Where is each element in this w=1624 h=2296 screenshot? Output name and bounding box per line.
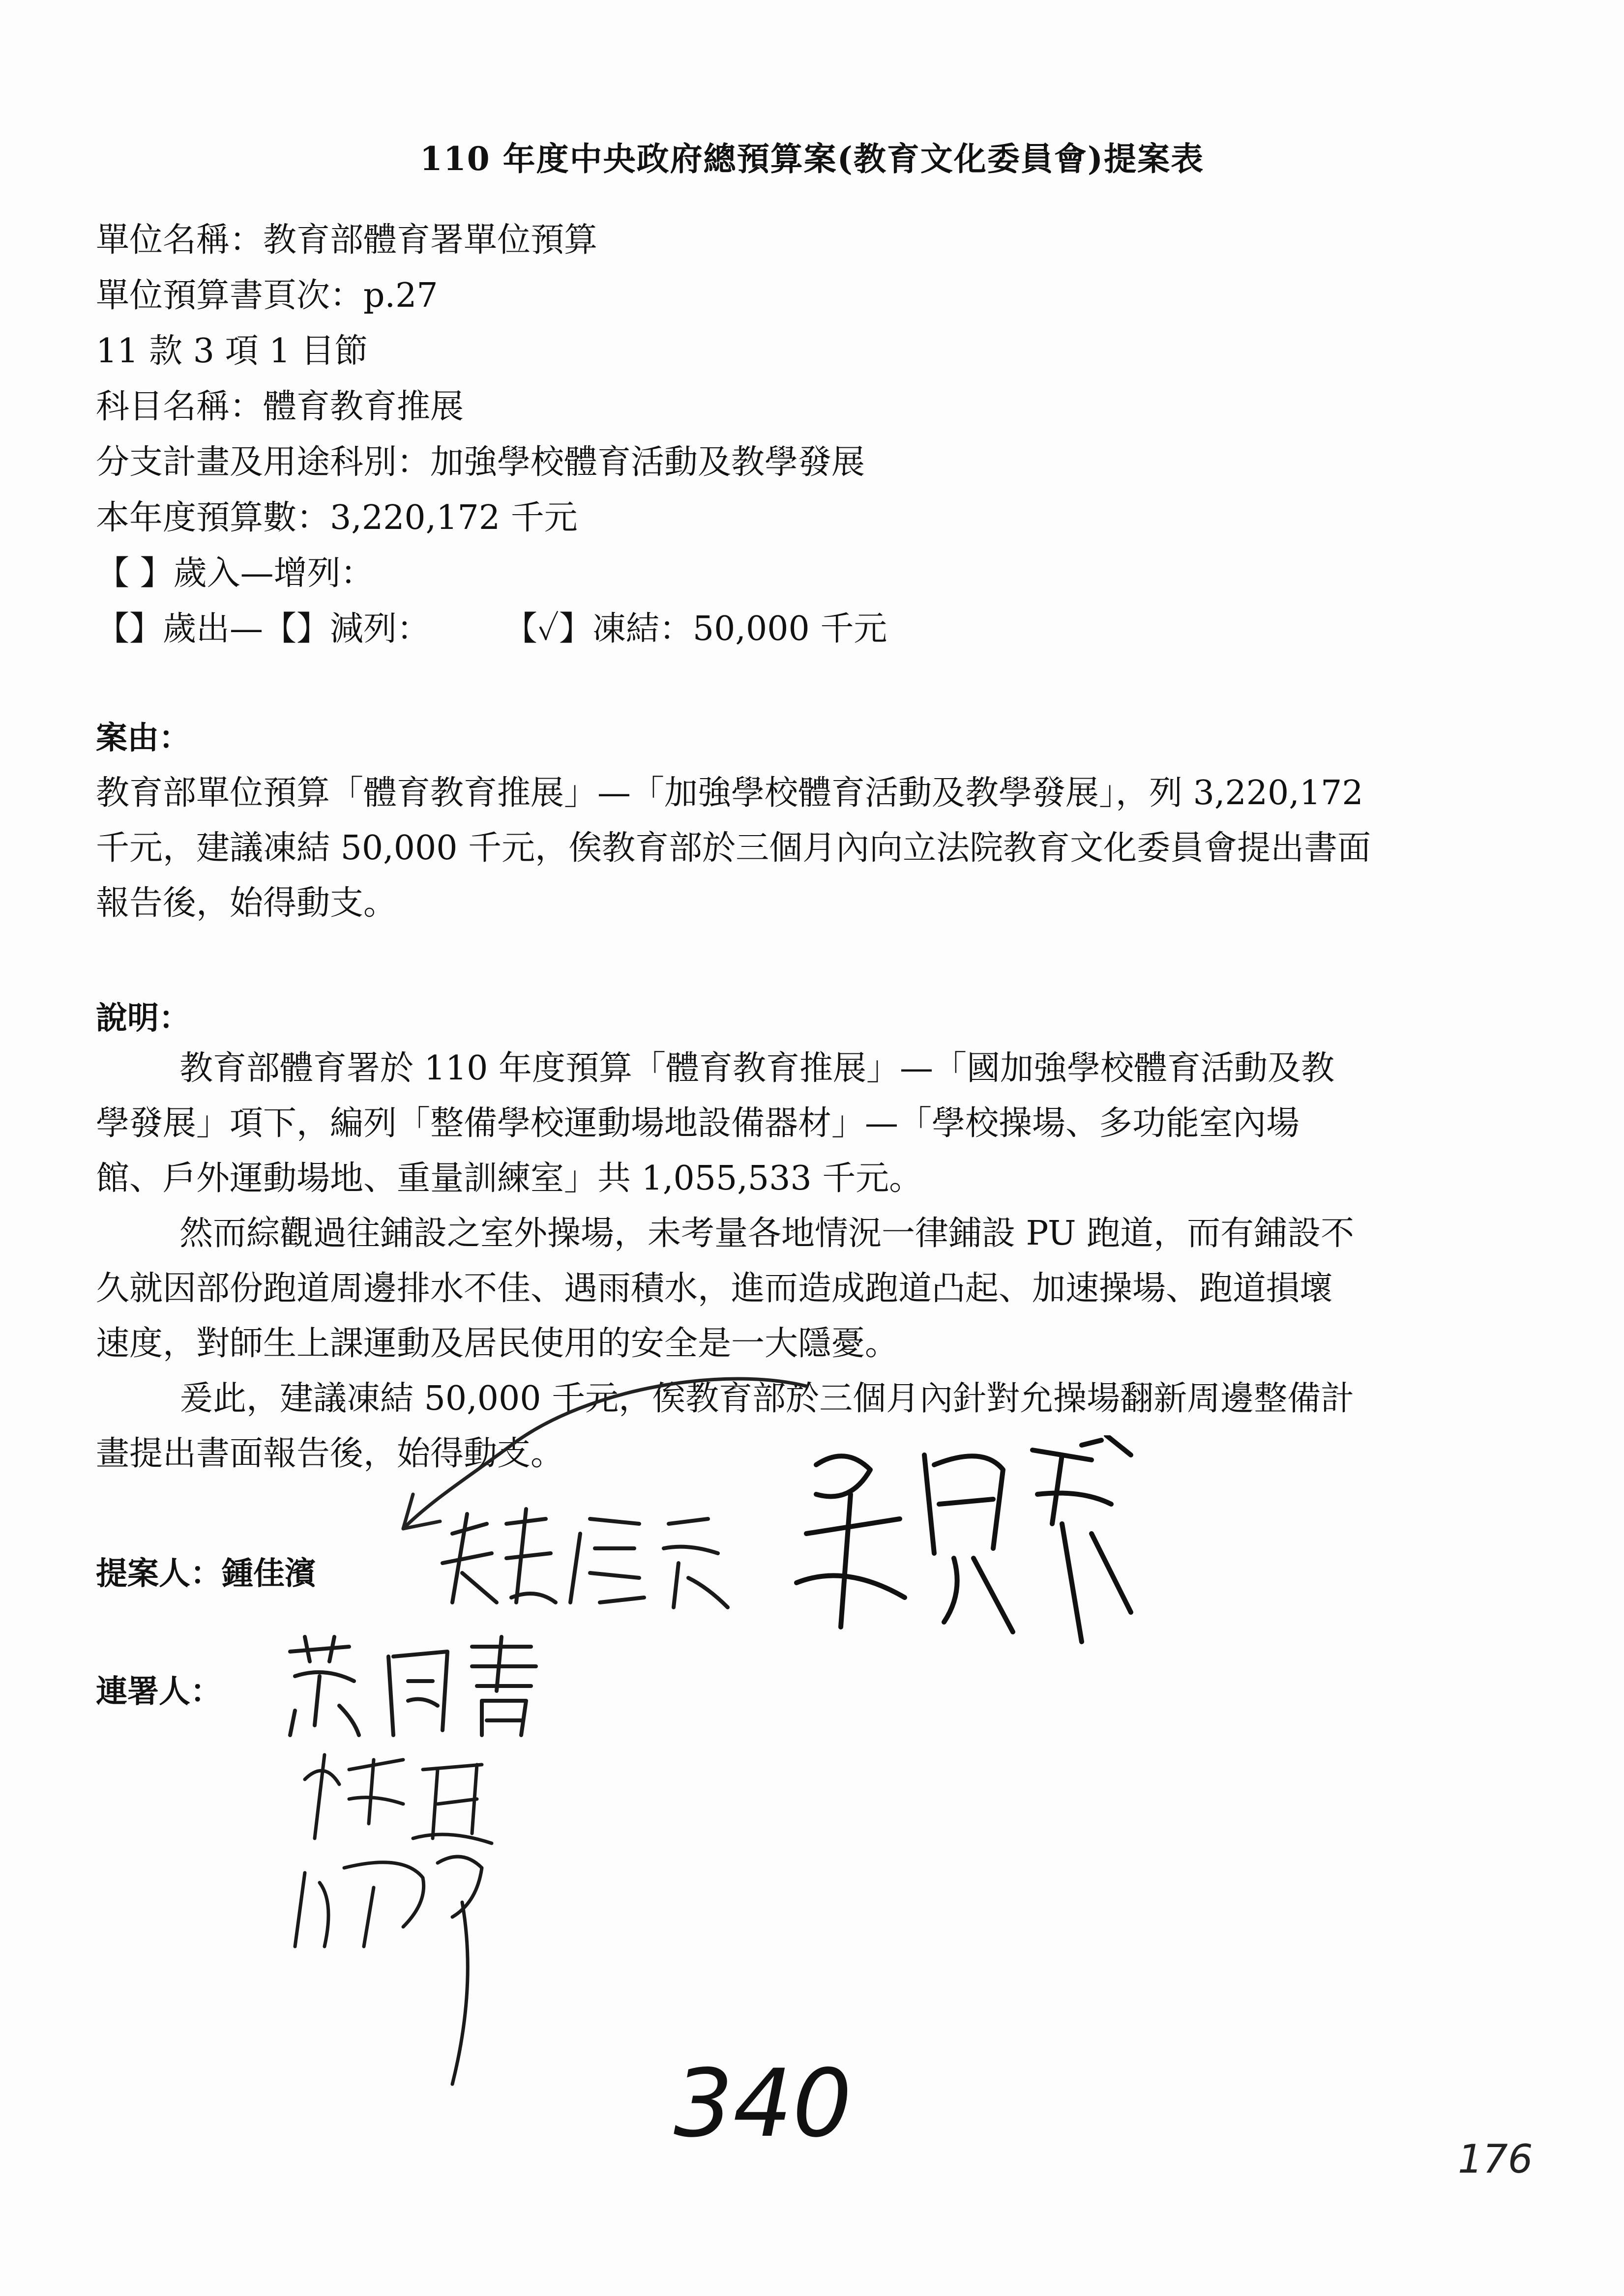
proposer-signature [433,1504,738,1622]
handwritten-page-number-text: 340 [674,2055,852,2153]
cosigner-signature-huang [275,1632,551,1745]
expense-reduce: 【】歲出—【】減列： [96,610,431,648]
explanation-line: 速度，對師生上課運動及居民使用的安全是一大隱憂。 [96,1324,899,1363]
corner-page-number-text: 176 [1458,2136,1533,2182]
sub-plan: 分支計畫及用途科別：加強學校體育活動及教學發展 [96,443,865,482]
explanation-line: 然而綜觀過往鋪設之室外操場，未考量各地情況一律鋪設 PU 跑道，而有鋪設不 [179,1214,1355,1253]
annual-budget: 本年度預算數：3,220,172 千元 [96,498,578,537]
explanation-line: 爰此，建議凍結 50,000 千元，俟教育部於三個月內針對允操場翻新周邊整備計 [179,1379,1355,1418]
case-line: 千元，建議凍結 50,000 千元，俟教育部於三個月內向立法院教育文化委員會提出書面 [96,829,1371,868]
explanation-line: 畫提出書面報告後，始得動支。 [96,1434,564,1473]
expense-line [96,612,887,646]
cosigner-label: 連署人： [96,1673,222,1710]
explanation-line: 教育部體育署於 110 年度預算「體育教育推展」—「國加強學校體育活動及教 [179,1049,1335,1088]
document-title: 110 年度中央政府總預算案(教育文化委員會)提案表 [419,140,1205,178]
budget-page: 單位預算書頁次：p.27 [96,276,438,315]
case-line: 教育部單位預算「體育教育推展」—「加強學校體育活動及教學發展」，列 3,220,172 [96,774,1363,813]
budget-section: 11 款 3 項 1 目節 [96,332,368,371]
unit-name: 單位名稱：教育部體育署單位預算 [96,221,598,260]
corner-page-number [1455,2128,1554,2187]
proposer-label: 提案人：鍾佳濱 [96,1555,316,1592]
explanation-line: 久就因部份跑道周邊排水不佳、遇雨積水，進而造成跑道凸起、加速操場、跑道損壞 [96,1269,1333,1308]
handwritten-page-number [669,2055,924,2153]
subject-name: 科目名稱：體育教育推展 [96,387,464,426]
freeze-amount: 【✓】凍結：50,000 千元 [504,610,887,648]
explanation-paragraph-1 [96,1041,1532,1206]
explanation-line: 館、戶外運動場地、重量訓練室」共 1,055,533 千元。 [96,1159,923,1198]
explanation-paragraph-2 [96,1206,1532,1371]
case-line: 報告後，始得動支。 [96,884,397,923]
case-heading: 案由： [96,720,190,756]
cosigner-signature-wu [787,1435,1141,1691]
explanation-line: 學發展」項下，編列「整備學校運動場地設備器材」—「學校操場、多功能室內場 [96,1104,1300,1143]
revenue-increase: 【 】歲入—增列： [96,554,374,593]
case-text [96,766,1532,931]
explanation-heading: 說明： [96,1000,190,1037]
cosigner-signature-ho [275,1740,531,2094]
